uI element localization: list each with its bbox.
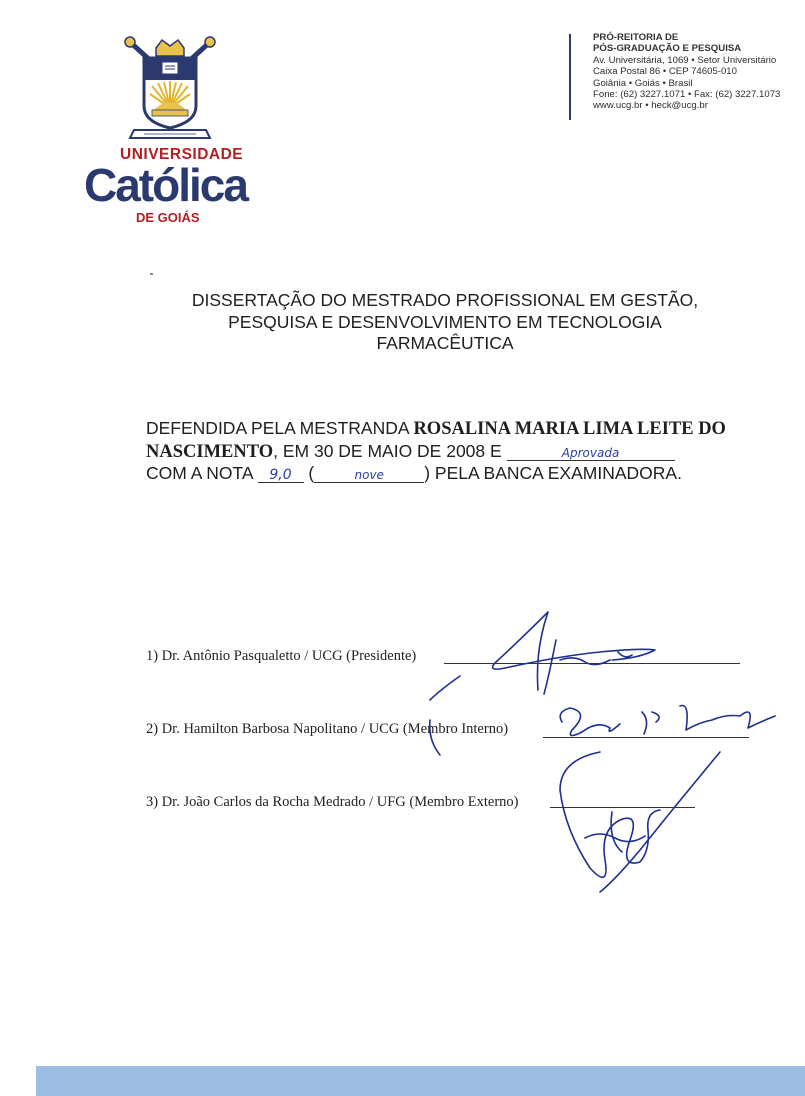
address-line: PRÓ-REITORIA DE [593, 32, 679, 43]
scan-speck [150, 273, 153, 275]
footer-band [36, 1066, 805, 1096]
defense-prefix: DEFENDIDA PELA MESTRANDA [146, 418, 414, 438]
result-field [507, 446, 675, 461]
address-block [593, 32, 780, 112]
examiner-3-signature-line [550, 807, 695, 808]
signature-3 [560, 752, 720, 892]
university-crest-icon [122, 36, 218, 144]
document-title [140, 290, 750, 355]
grade-words-handwritten: nove [354, 468, 384, 482]
title-line: PESQUISA E DESENVOLVIMENTO EM TECNOLOGIA [228, 311, 662, 332]
address-line: Av. Universitária, 1069 • Setor Universitário [593, 54, 777, 66]
address-line: www.ucg.br • heck@ucg.br [593, 100, 708, 112]
defense-suffix: ) PELA BANCA EXAMINADORA. [424, 463, 682, 483]
title-line: FARMACÊUTICA [376, 333, 514, 353]
candidate-name: ROSALINA MARIA LIMA LEITE DO NASCIMENTO [146, 419, 726, 462]
defense-date: , EM 30 DE MAIO DE 2008 E [273, 440, 507, 461]
address-divider [569, 34, 571, 120]
grade-handwritten: 9,0 [269, 467, 292, 483]
address-line: Fone: (62) 3227.1071 • Fax: (62) 3227.1073 [593, 89, 781, 101]
address-line: Goiânia • Goiás • Brasil [593, 77, 693, 89]
defense-statement [146, 418, 756, 485]
examiner-1-label: 1) Dr. Antônio Pasqualetto / UCG (Presidente) [146, 648, 417, 664]
examiner-3-label: 3) Dr. João Carlos da Rocha Medrado / UFG (Membro Externo) [146, 794, 519, 810]
examiner-1-signature-line [444, 663, 740, 664]
logo-de-goias: DE GOIÁS [136, 210, 200, 225]
grade-open: ( [303, 463, 315, 483]
logo-universidade: UNIVERSIDADE [120, 146, 244, 163]
examiner-2-signature-line [543, 737, 749, 738]
signature-1 [430, 612, 655, 700]
grade-prefix: COM A NOTA [146, 463, 258, 483]
title-line: DISSERTAÇÃO DO MESTRADO PROFISSIONAL EM GESTÃO, [191, 290, 699, 310]
examiner-2-label: 2) Dr. Hamilton Barbosa Napolitano / UCG (Membro Interno) [146, 721, 509, 737]
logo-catolica: Católica [84, 159, 247, 211]
grade-field [258, 468, 304, 483]
address-line: PÓS-GRADUAÇÃO E PESQUISA [593, 43, 742, 55]
grade-words-field [314, 468, 424, 483]
result-handwritten: Aprovada [561, 445, 620, 460]
address-line: Caixa Postal 86 • CEP 74605-010 [593, 66, 737, 78]
